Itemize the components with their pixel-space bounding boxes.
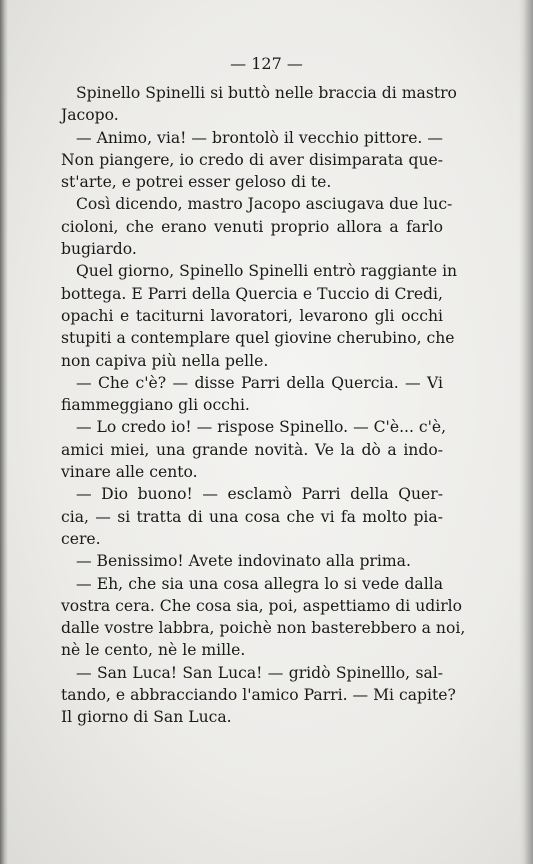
text-line: — Lo credo io! — rispose Spinello. — C'è... c'è,: [76, 418, 447, 437]
text-line: vostra cera. Che cosa sia, poi, aspettiamo di udirlo: [61, 596, 463, 615]
text-line: amici miei, una grande novità. Ve la dò a indo-: [61, 440, 443, 459]
text-line: cioloni, che erano venuti proprio allora a farlo: [61, 217, 443, 236]
text-line: — Benissimo! Avete indovinato alla prima.: [76, 552, 411, 571]
text-line: — Dio buono! — esclamò Parri della Quer-: [76, 485, 443, 504]
body-text: [61, 82, 466, 729]
text-line: Il giorno di San Luca.: [61, 708, 232, 727]
text-line: nè le cento, nè le mille.: [61, 641, 246, 660]
page-left-edge-shadow: [0, 0, 8, 864]
text-line: opachi e taciturni lavoratori, levarono gli occhi: [61, 306, 443, 325]
text-line: — Eh, che sia una cosa allegra lo si vede dalla: [76, 574, 443, 593]
text-line: bottega. E Parri della Quercia e Tuccio di Credi,: [61, 284, 443, 303]
text-line: cere.: [61, 529, 101, 548]
text-line: stupiti a contemplare quel giovine cherubino, che: [61, 329, 455, 348]
text-line: fiammeggiano gli occhi.: [61, 396, 250, 415]
text-line: Spinello Spinelli si buttò nelle braccia di mastro: [76, 84, 457, 102]
text-line: non capiva più nella pelle.: [61, 351, 269, 370]
text-line: Così dicendo, mastro Jacopo asciugava due luc-: [76, 195, 453, 214]
text-line: — Animo, via! — brontolò il vecchio pittore. —: [76, 128, 443, 147]
text-line: Quel giorno, Spinello Spinelli entrò raggiante in: [76, 262, 458, 281]
text-line: vinare alle cento.: [61, 463, 198, 482]
text-line: — Che c'è? — disse Parri della Quercia. — Vi: [76, 373, 443, 392]
text-line: — San Luca! San Luca! — gridò Spinelllo, sal-: [76, 663, 443, 682]
page-right-edge-shadow: [519, 0, 533, 864]
text-line: Non piangere, io credo di aver disimparata que-: [61, 150, 443, 169]
text-line: st'arte, e potrei esser geloso di te.: [61, 173, 332, 192]
page-number: — 127 —: [230, 54, 303, 73]
text-line: cia, — si tratta di una cosa che vi fa molto pia-: [61, 507, 443, 526]
text-line: dalle vostre labbra, poichè non basterebbero a noi,: [61, 619, 466, 638]
text-line: bugiardo.: [61, 240, 137, 259]
text-line: tando, e abbracciando l'amico Parri. — Mi capite?: [61, 686, 456, 705]
text-line: Jacopo.: [61, 106, 119, 125]
